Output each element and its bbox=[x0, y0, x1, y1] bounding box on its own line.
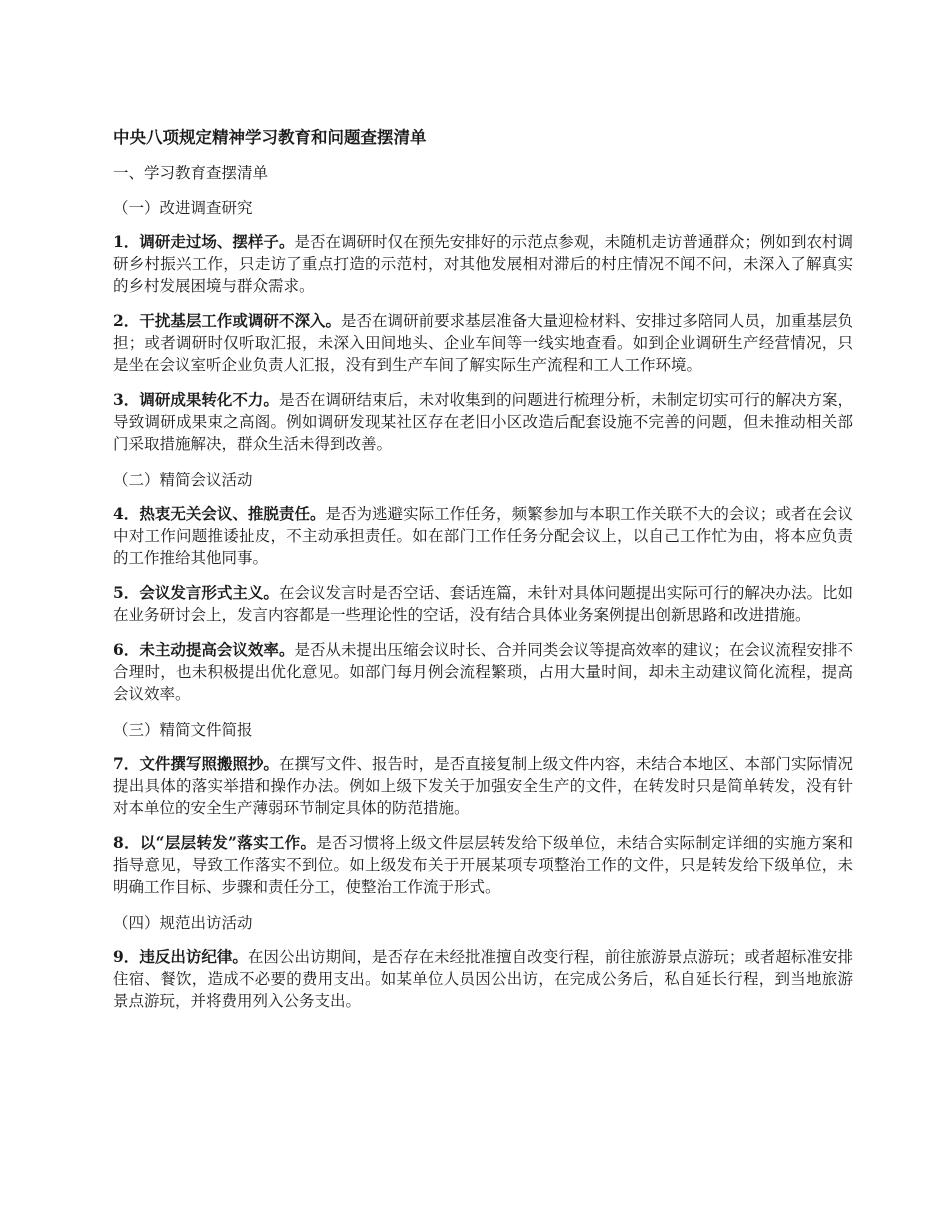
document-page bbox=[113, 126, 853, 1025]
item-body: 是否在调研时仅在预先安排好的示范点参观，未随机走访普通群众；例如到农村调研乡村振兴工作，只走访了重点打造的示范村，对其他发展相对滞后的村庄情况不闻不问，未深入了解真实的乡村发展困境与群众需求。 bbox=[113, 233, 853, 295]
item-body: 是否为逃避实际工作任务，频繁参加与本职工作关联不大的会议；或者在会议中对工作问题推诿扯皮，不主动承担责任。如在部门工作任务分配会议上，以自己工作忙为由，将本应负责的工作推给其他同事。 bbox=[113, 505, 853, 567]
item-body: 在因公出访期间，是否存在未经批准擅自改变行程，前往旅游景点游玩；或者超标准安排住宿、餐饮，造成不必要的费用支出。如某单位人员因公出访，在完成公务后，私自延长行程，到当地旅游景点游玩，并将费用列入公务支出。 bbox=[113, 948, 853, 1010]
item-body: 是否在调研前要求基层准备大量迎检材料、安排过多陪同人员，加重基层负担；或者调研时仅听取汇报，未深入田间地头、企业车间等一线实地查看。如到企业调研生产经营情况，只是坐在会议室听企业负责人汇报，没有到生产车间了解实际生产流程和工人工作环境。 bbox=[113, 312, 853, 374]
item-title: 7．文件撰写照搬照抄。 bbox=[113, 754, 279, 773]
item-title: 4．热衷无关会议、推脱责任。 bbox=[113, 504, 326, 523]
item-title: 5．会议发言形式主义。 bbox=[113, 583, 279, 602]
item-title: 1．调研走过场、摆样子。 bbox=[113, 232, 295, 251]
subsection-heading-visits: （四）规范出访活动 bbox=[113, 914, 253, 932]
document-title: 中央八项规定精神学习教育和问题查摆清单 bbox=[113, 128, 427, 147]
item-body: 是否在调研结束后，未对收集到的问题进行梳理分析，未制定切实可行的解决方案，导致调研成果束之高阁。例如调研发现某社区存在老旧小区改造后配套设施不完善的问题，但未推动相关部门采取措施解决，群众生活未得到改善。 bbox=[113, 391, 853, 453]
item-body: 在会议发言时是否空话、套话连篇，未针对具体问题提出实际可行的解决办法。比如在业务研讨会上，发言内容都是一些理论性的空话，没有结合具体业务案例提出创新思路和改进措施。 bbox=[113, 584, 853, 624]
checklist-item-9 bbox=[113, 946, 853, 1012]
checklist-item-1 bbox=[113, 231, 853, 297]
subsection-heading-research: （一）改进调查研究 bbox=[113, 199, 253, 217]
section-heading-study-checklist: 一、学习教育查摆清单 bbox=[113, 164, 269, 182]
checklist-item-6 bbox=[113, 639, 853, 705]
item-title: 2．干扰基层工作或调研不深入。 bbox=[113, 311, 342, 330]
checklist-item-8 bbox=[113, 832, 853, 898]
checklist-item-2 bbox=[113, 310, 853, 376]
item-body: 在撰写文件、报告时，是否直接复制上级文件内容，未结合本地区、本部门实际情况提出具体的落实举措和操作办法。例如上级下发关于加强安全生产的文件，在转发时只是简单转发，没有针对本单位的安全生产薄弱环节制定具体的防范措施。 bbox=[113, 755, 853, 817]
checklist-item-3 bbox=[113, 389, 853, 455]
checklist-item-4 bbox=[113, 503, 853, 569]
subsection-heading-meetings: （二）精简会议活动 bbox=[113, 471, 253, 489]
item-title: 3．调研成果转化不力。 bbox=[113, 390, 279, 409]
item-title: 8．以“层层转发”落实工作。 bbox=[113, 833, 317, 852]
checklist-item-5 bbox=[113, 582, 853, 626]
item-body: 是否从未提出压缩会议时长、合并同类会议等提高效率的建议；在会议流程安排不合理时，也未积极提出优化意见。如部门每月例会流程繁琐，占用大量时间，却未主动建议简化流程，提高会议效率。 bbox=[113, 641, 853, 703]
item-title: 9．违反出访纪律。 bbox=[113, 947, 248, 966]
checklist-item-7 bbox=[113, 753, 853, 819]
item-title: 6．未主动提高会议效率。 bbox=[113, 640, 295, 659]
item-body: 是否习惯将上级文件层层转发给下级单位，未结合实际制定详细的实施方案和指导意见，导致工作落实不到位。如上级发布关于开展某项专项整治工作的文件，只是转发给下级单位，未明确工作目标、步骤和责任分工，使整治工作流于形式。 bbox=[113, 834, 853, 896]
subsection-heading-documents: （三）精简文件简报 bbox=[113, 721, 253, 739]
